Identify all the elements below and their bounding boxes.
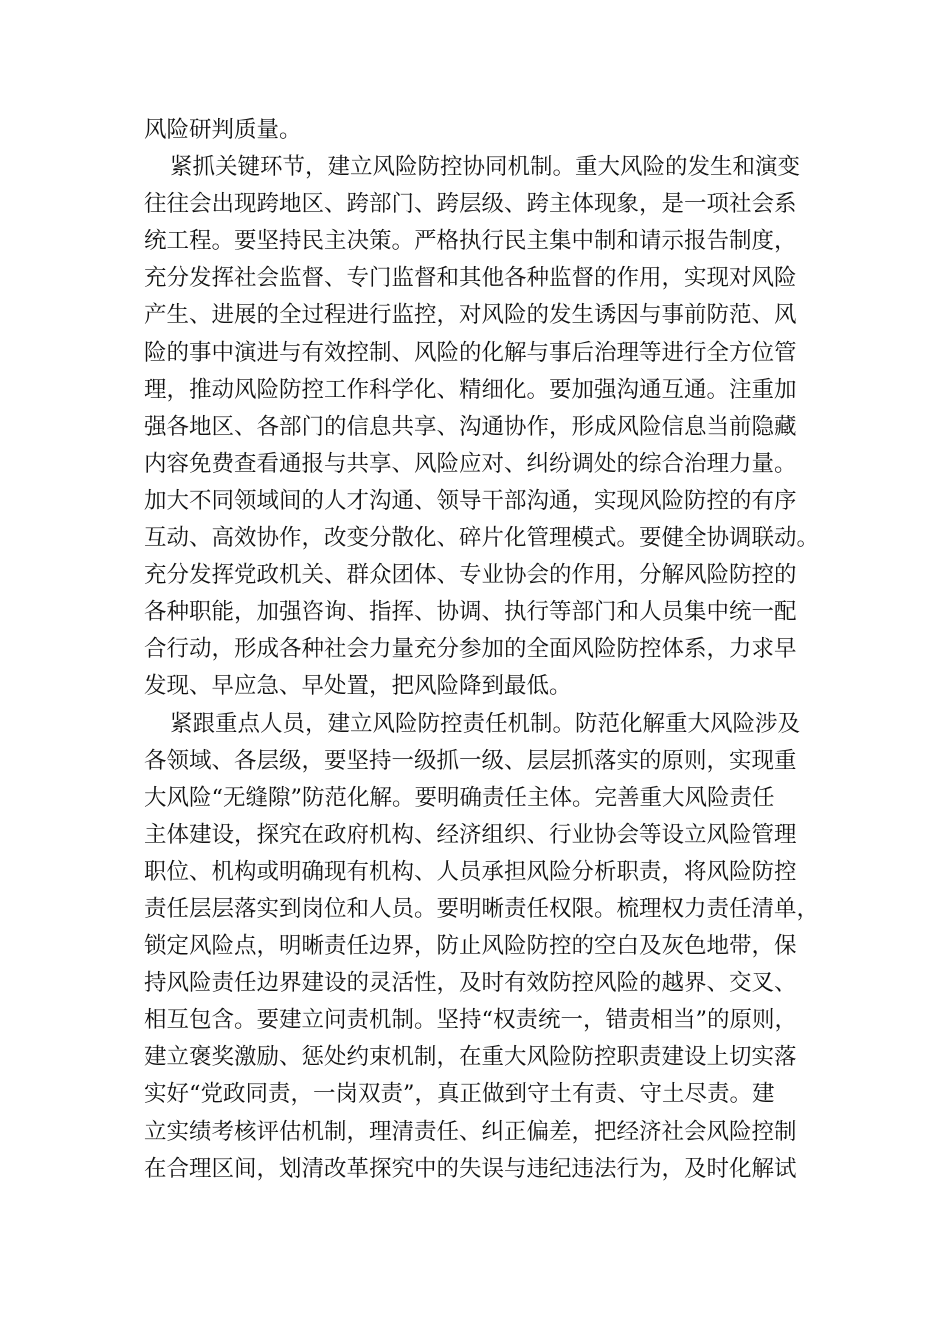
text-line: 充分发挥社会监督、专门监督和其他各种监督的作用，实现对风险 (144, 265, 797, 292)
text-line: 建立褒奖激励、惩处约束机制，在重大风险防控职责建设上切实落 (144, 1044, 797, 1071)
text-line: 充分发挥党政机关、群众团体、专业协会的作用，分解风险防控的 (144, 562, 797, 589)
text-line: 理，推动风险防控工作科学化、精细化。要加强沟通互通。注重加 (144, 376, 797, 403)
text-line: 在合理区间，划清改革探究中的失误与违纪违法行为，及时化解试 (144, 1155, 797, 1182)
text-line: 立实绩考核评估机制，理清责任、纠正偏差，把经济社会风险控制 (144, 1118, 797, 1145)
text-line: 相互包含。要建立问责机制。坚持“权责统一，错责相当”的原则， (144, 1007, 798, 1034)
paragraph-first-line: 紧跟重点人员，建立风险防控责任机制。防范化解重大风险涉及 (170, 710, 801, 737)
text-line: 职位、机构或明确现有机构、人员承担风险分析职责，将风险防控 (144, 858, 797, 885)
text-line: 责任层层落实到岗位和人员。要明晰责任权限。梳理权力责任清单， (144, 895, 820, 922)
text-line: 各领域、各层级，要坚持一级抓一级、层层抓落实的原则，实现重 (144, 747, 797, 774)
text-line: 加大不同领域间的人才沟通、领导干部沟通，实现风险防控的有序 (144, 487, 797, 514)
text-line: 合行动，形成各种社会力量充分参加的全面风险防控体系，力求早 (144, 636, 797, 663)
text-line: 产生、进展的全过程进行监控，对风险的发生诱因与事前防范、风 (144, 302, 797, 329)
text-line: 风险研判质量。 (144, 117, 302, 143)
text-line: 内容免费查看通报与共享、风险应对、纠纷调处的综合治理力量。 (144, 450, 797, 477)
text-line: 强各地区、各部门的信息共享、沟通协作，形成风险信息当前隐藏 (144, 413, 797, 440)
document-body (144, 112, 820, 1188)
paragraph-first-line: 紧抓关键环节，建立风险防控协同机制。重大风险的发生和演变 (170, 154, 801, 181)
text-line: 统工程。要坚持民主决策。严格执行民主集中制和请示报告制度， (144, 228, 797, 255)
text-line: 险的事中演进与有效控制、风险的化解与事后治理等进行全方位管 (144, 339, 797, 366)
text-line: 实好“党政同责，一岗双责”，真正做到守土有责、守土尽责。建 (144, 1081, 775, 1108)
text-line: 主体建设，探究在政府机构、经济组织、行业协会等设立风险管理 (144, 821, 797, 848)
text-line: 锁定风险点，明晰责任边界，防止风险防控的空白及灰色地带，保 (144, 933, 797, 960)
text-line: 往往会出现跨地区、跨部门、跨层级、跨主体现象，是一项社会系 (144, 191, 797, 218)
text-line: 发现、早应急、早处置，把风险降到最低。 (144, 673, 572, 700)
text-line: 互动、高效协作，改变分散化、碎片化管理模式。要健全协调联动。 (144, 525, 820, 552)
text-line: 大风险“无缝隙”防范化解。要明确责任主体。完善重大风险责任 (144, 784, 775, 811)
text-line: 持风险责任边界建设的灵活性，及时有效防控风险的越界、交叉、 (144, 970, 797, 997)
text-line: 各种职能，加强咨询、指挥、协调、执行等部门和人员集中统一配 (144, 599, 797, 626)
